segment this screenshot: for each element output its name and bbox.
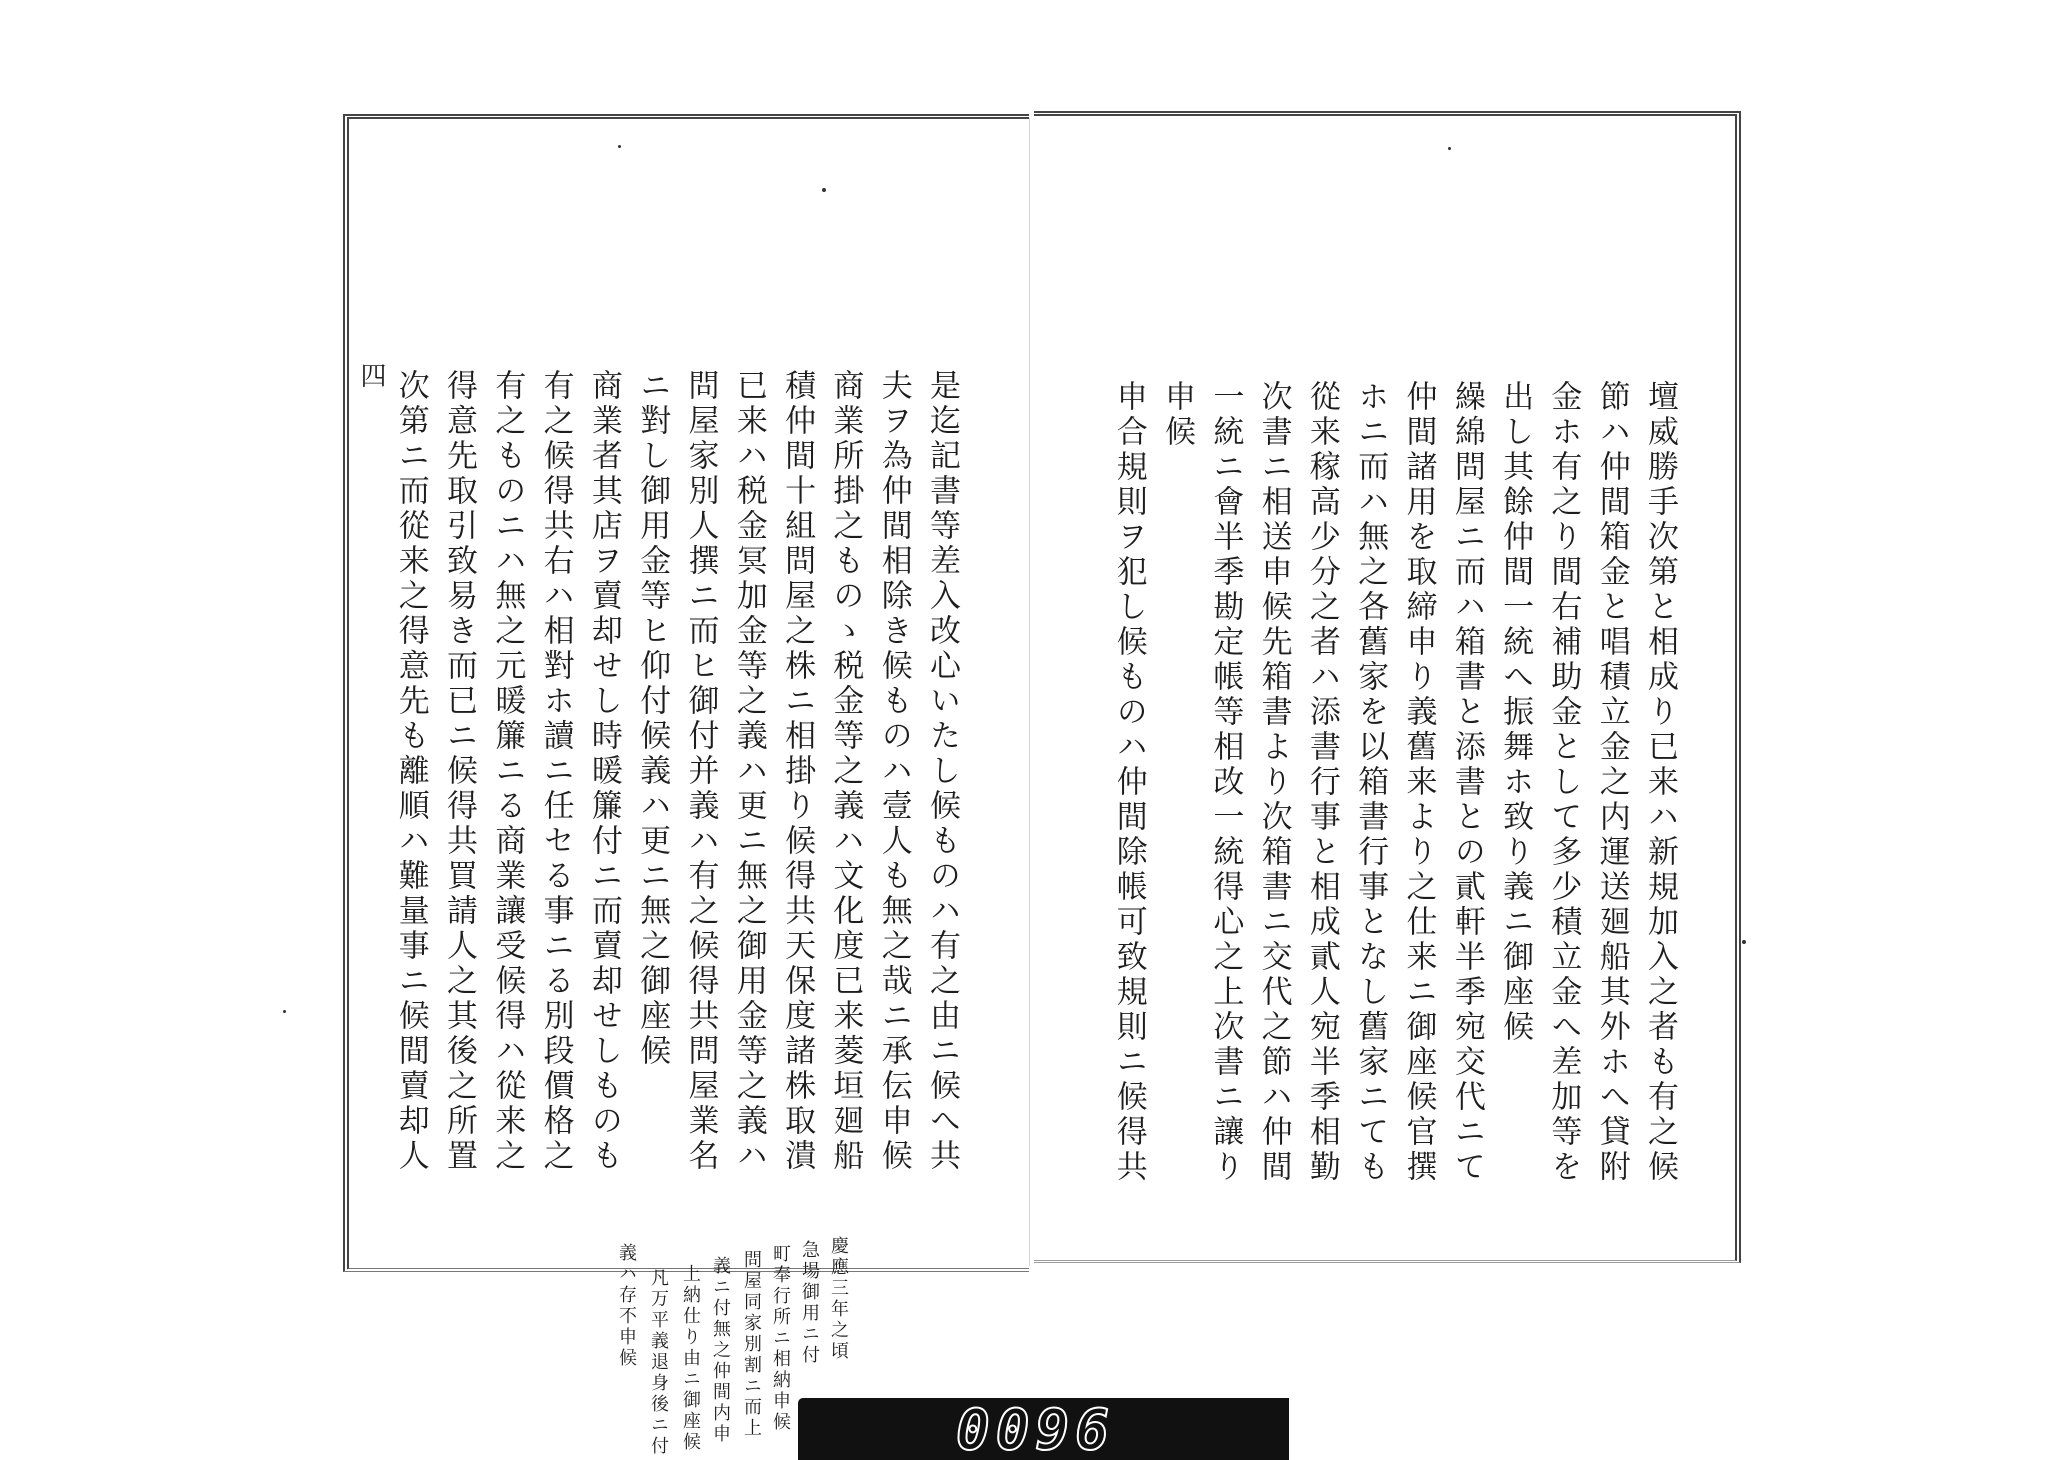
text-column: 問屋家別人撰ニ而ヒ御付并義ハ有之候得共問屋業名 xyxy=(682,369,719,1174)
text-column: ニ對し御用金等ヒ仰付候義ハ更ニ無之御座候 xyxy=(634,369,671,1069)
note-column: 義ニ付無之仲間内申 xyxy=(710,1256,731,1445)
page-number: 四 xyxy=(356,362,386,388)
note-column: 凡万平義退身後ニ付 xyxy=(648,1268,669,1457)
text-column: 申合規則ヲ犯し候ものハ仲間除帳可致規則ニ候得共 xyxy=(1110,380,1147,1185)
note-column: 町奉行所ニ相納申候 xyxy=(770,1244,791,1433)
text-column: 有之候得共右ハ相對ホ讀ニ任セる事ニる別段價格之 xyxy=(537,369,574,1174)
speck xyxy=(283,1010,286,1013)
text-column: 金ホ有之り間右補助金として多少積立金へ差加等を xyxy=(1545,380,1582,1185)
text-column: 次第ニ而從来之得意先も離順ハ難量事ニ候間賣却人 xyxy=(392,369,429,1174)
text-column: 申候 xyxy=(1159,380,1196,450)
text-column: 仲間諸用を取締申り義舊来より之仕来ニ御座候官撰 xyxy=(1400,380,1437,1185)
left-page-text xyxy=(386,369,966,1189)
text-column: 得意先取引致易き而已ニ候得共買請人之其後之所置 xyxy=(441,369,478,1174)
note-column: 上納仕り由ニ御座候 xyxy=(680,1264,701,1453)
archive-label xyxy=(798,1398,1289,1460)
right-page-text xyxy=(1104,380,1684,1200)
text-column: ホニ而ハ無之各舊家を以箱書行事となし舊家ニても xyxy=(1352,380,1389,1185)
text-column: 商業所掛之ものゝ税金等之義ハ文化度已来菱垣廻船 xyxy=(827,369,864,1174)
text-column: 已来ハ税金冥加金等之義ハ更ニ無之御用金等之義ハ xyxy=(730,369,767,1174)
text-column: 夫ヲ為仲間相除き候ものハ壹人も無之哉ニ承伝申候 xyxy=(875,369,912,1174)
note-column: 急場御用ニ付 xyxy=(799,1240,820,1366)
speck xyxy=(1448,147,1451,150)
text-column: 繰綿問屋ニ而ハ箱書と添書との貳軒半季宛交代ニて xyxy=(1448,380,1485,1185)
speck xyxy=(822,188,826,192)
text-column: 有之ものニハ無之元暖簾ニる商業讓受候得ハ從来之 xyxy=(489,369,526,1174)
text-column: 積仲間十組問屋之株ニ相掛り候得共天保度諸株取潰 xyxy=(779,369,816,1174)
text-column: 商業者其店ヲ賣却せし時暖簾付ニ而賣却せしものも xyxy=(585,369,622,1174)
text-column: 一統ニ會半季勘定帳等相改一統得心之上次書ニ讓り xyxy=(1207,380,1244,1185)
page-gutter xyxy=(1029,118,1030,1266)
note-column: 問屋同家別割ニ而上 xyxy=(741,1250,762,1439)
text-column: 是迄記書等差入改心いたし候ものハ有之由ニ候へ共 xyxy=(924,369,960,1174)
text-column: 出し其餘仲間一統へ振舞ホ致り義ニ御座候 xyxy=(1497,380,1534,1045)
note-column: 慶應三年之頃 xyxy=(828,1236,849,1362)
text-column: 次書ニ相送申候先箱書より次箱書ニ交代之節ハ仲間 xyxy=(1255,380,1292,1185)
speck xyxy=(618,145,621,148)
text-column: 從来稼高少分之者ハ添書行事と相成貳人宛半季相勤 xyxy=(1303,380,1340,1185)
archive-number: 0096 xyxy=(956,1398,1115,1460)
speck xyxy=(1742,940,1746,944)
note-column: 義ハ存不申候 xyxy=(616,1243,637,1369)
text-column: 節ハ仲間箱金と唱積立金之内運送廻船其外ホへ貸附 xyxy=(1593,380,1630,1185)
text-column: 壇威勝手次第と相成り已来ハ新規加入之者も有之候 xyxy=(1642,380,1678,1185)
